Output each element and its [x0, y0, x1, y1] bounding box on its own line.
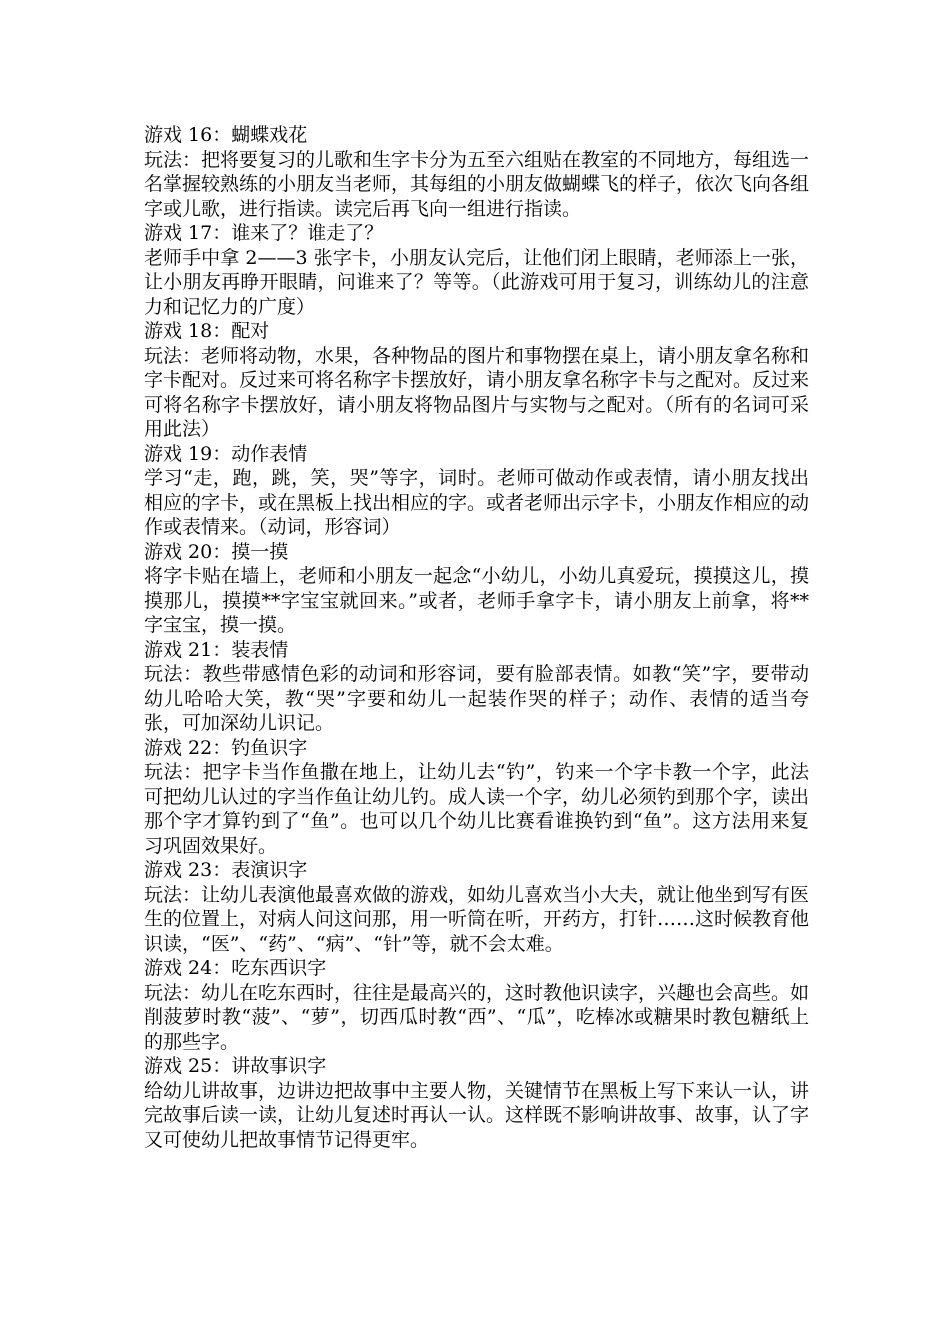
game-22-body: 玩法：把字卡当作鱼撒在地上，让幼儿去“钓”，钓来一个字卡教一个字，此法可把幼儿认过的字当作鱼让幼儿钓。成人读一个字，幼儿必须钓到那个字，读出那个字才算钓到了“鱼”。也可以几个幼儿比赛看谁换钓到“鱼”。这方法用来复习巩固效果好。 — [144, 761, 810, 857]
game-24-title: 游戏 24：吃东西识字 — [144, 957, 327, 979]
game-21-title: 游戏 21：装表情 — [144, 638, 289, 661]
game-20-title: 游戏 20：摸一摸 — [144, 540, 289, 563]
game-18-body: 玩法：老师将动物，水果，各种物品的图片和事物摆在桌上，请小朋友拿名称和字卡配对。反过来可将名称字卡摆放好，请小朋友拿名称字卡与之配对。反过来可将名称字卡摆放好，请小朋友将物品图片与实物与之配对。（所有的名词可采用此法） — [144, 344, 810, 440]
game-22-title: 游戏 22：钓鱼识字 — [144, 736, 308, 759]
game-17-title: 游戏 17：谁来了？谁走了？ — [144, 222, 384, 244]
game-23-body: 玩法：让幼儿表演他最喜欢做的游戏，如幼儿喜欢当小大夫，就让他坐到写有医生的位置上，对病人问这问那，用一听筒在听，开药方，打针……这时候教育他识读，“医”、“药”、“病”、“针”等，就不会太难。 — [144, 883, 810, 955]
game-21-body: 玩法：教些带感情色彩的动词和形容词，要有脸部表情。如教“笑”字，要带动幼儿哈哈大笑，教“哭”字要和幼儿一起装作哭的样子；动作、表情的适当夸张，可加深幼儿识记。 — [144, 663, 809, 734]
game-19-body: 学习“走，跑，跳，笑，哭”等字，词时。老师可做动作或表情，请小朋友找出相应的字卡，或在黑板上找出相应的字。或者老师出示字卡，小朋友作相应的动作或表情来。（动词，形容词） — [144, 467, 810, 538]
game-23-title: 游戏 23：表演识字 — [144, 859, 308, 881]
game-16-body: 玩法：把将要复习的儿歌和生字卡分为五至六组贴在教室的不同地方，每组选一名掌握较熟练的小朋友当老师，其每组的小朋友做蝴蝶飞的样子，依次飞向各组字或儿歌，进行指读。读完后再飞向一组进行指读。 — [144, 148, 810, 220]
game-20-body: 将字卡贴在墙上，老师和小朋友一起念“小幼儿，小幼儿真爱玩，摸摸这儿，摸摸那儿，摸摸**字宝宝就回来。”或者，老师手拿字卡，请小朋友上前拿，将**字宝宝，摸一摸。 — [144, 565, 809, 636]
game-17-body: 老师手中拿 2——3 张字卡，小朋友认完后，让他们闭上眼睛，老师添上一张，让小朋友再睁开眼睛，问谁来了？等等。（此游戏可用于复习，训练幼儿的注意力和记忆力的广度） — [144, 246, 809, 318]
document-page — [144, 123, 809, 1152]
game-25-title: 游戏 25：讲故事识字 — [144, 1055, 327, 1077]
game-19-title: 游戏 19：动作表情 — [144, 442, 308, 465]
game-18-title: 游戏 18：配对 — [144, 320, 270, 342]
game-24-body: 玩法：幼儿在吃东西时，往往是最高兴的，这时教他识读字，兴趣也会高些。如削菠萝时教“菠”、“萝”，切西瓜时教“西”、“瓜”，吃棒冰或糖果时教包糖纸上的那些字。 — [144, 981, 810, 1053]
game-25-body: 给幼儿讲故事，边讲边把故事中主要人物，关键情节在黑板上写下来认一认，讲完故事后读一读，让幼儿复述时再认一认。这样既不影响讲故事、故事，认了字又可使幼儿把故事情节记得更牢。 — [144, 1079, 810, 1151]
game-16-title: 游戏 16：蝴蝶戏花 — [144, 124, 308, 146]
